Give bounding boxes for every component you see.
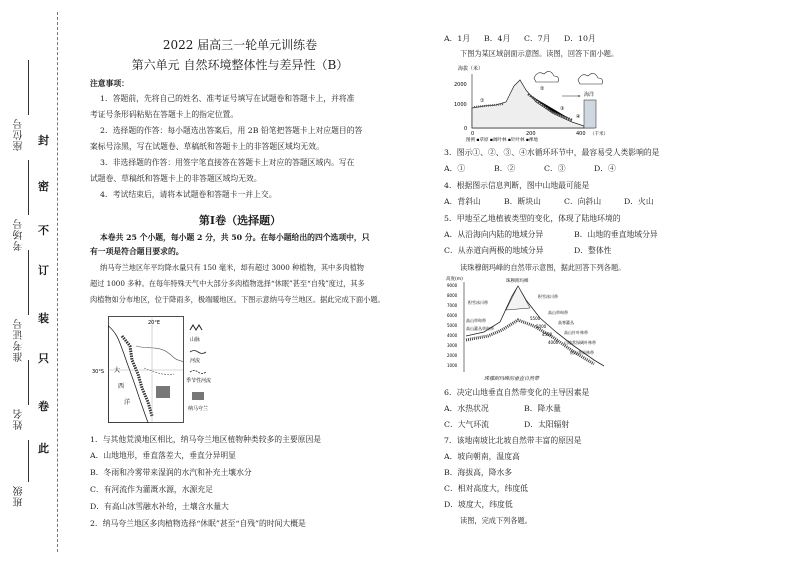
mtn-caption: 珠穆朗玛峰的垂直自然带	[484, 376, 540, 382]
profile-y-tick: 0	[464, 126, 468, 132]
region-icon	[192, 392, 204, 400]
map-ocean-char: 大	[114, 367, 121, 374]
profile-marker: ③	[560, 106, 565, 112]
profile-marker: ②	[540, 86, 545, 92]
mtn-south-label: 低山季雨林带	[570, 350, 594, 355]
q4-stem: 4．根据图示信息判断，图中山地最可能是	[444, 181, 590, 190]
notice-line: 1．答题前，先将自己的姓名、准考证号填写在试题卷和答题卡上，并将准	[100, 94, 355, 103]
passage-line: 肉植物如分布地区，位于降雨多，极端暖地区。下图示意纳马夸兰地区。据此完成下面小题。	[90, 295, 385, 304]
q6-option[interactable]: B．降水量	[524, 404, 561, 413]
map-ocean-char: 洋	[124, 399, 131, 406]
q6-option[interactable]: A．水热状况	[444, 404, 489, 413]
everest-zonation-diagram	[444, 274, 614, 382]
q5-option[interactable]: C．从赤道向两极的地域分异	[444, 246, 544, 255]
tail-instruction: 读图，完成下列各题。	[460, 516, 532, 525]
legend-label: 纳马夸兰	[188, 406, 209, 412]
mtn-y-tick: 3000	[447, 343, 458, 348]
q7-option[interactable]: C．相对高度大，纬度低	[444, 484, 528, 493]
profile-marker: ④	[576, 114, 581, 120]
q4-option[interactable]: D．火山	[624, 197, 654, 206]
notice-line: 2．选择题的作答：每小题选出答案后，用 2B 铅笔把答题卡上对应题目的答	[100, 126, 363, 135]
mtn-north-label: 高山草甸带	[466, 318, 486, 323]
doc-subtitle: 第六单元 自然环境整体性与差异性（B）	[131, 58, 349, 72]
q6-stem: 6．决定山地垂直自然带变化的主导因素是	[444, 388, 590, 397]
seal-char: 装	[38, 312, 49, 325]
profile-y-label: 海拔（米）	[458, 66, 484, 72]
q4-option[interactable]: C．向斜山	[564, 197, 602, 206]
mountain-icon	[190, 325, 202, 330]
notice-line: 4．考试结束后，请将本试题卷和答题卡一并上交。	[100, 190, 277, 199]
seal-char: 密	[38, 180, 49, 193]
q2-option[interactable]: C．7月	[524, 34, 551, 43]
mtn-north-label: 积雪冰川带	[468, 300, 488, 305]
notice-line: 3．非选择题的作答：用签字笔直接答在答题卡上对应的答题区域内。写在	[100, 158, 355, 167]
q7-option[interactable]: A．坡向朝南，温度高	[444, 452, 520, 461]
profile-x-tick: 200	[526, 131, 536, 137]
q1-option[interactable]: A．山地地形，垂直落差大，垂直分异明显	[90, 451, 236, 460]
passage-line: 超过 1000 多种。在每年特殊天气中大部分多肉植物选择“休眠”甚至“自残”度过，其多	[90, 279, 365, 288]
profile-legend: 图例 ▪草原 ▪阔叶林 ▪针叶林 ▪裸地	[466, 138, 538, 143]
seasonal-river-icon	[190, 371, 206, 374]
q5-option[interactable]: B．山地的垂直地域分异	[574, 230, 658, 239]
notice-line: 案标号涂黑，写在试题卷、草稿纸和答题卡上的非答题区域均无效。	[90, 142, 324, 151]
notice-line: 试题卷、草稿纸和答题卡上的非答题区域均无效。	[90, 174, 262, 183]
q7-option[interactable]: B．海拔高，降水多	[444, 468, 513, 477]
profile-marker: ①	[480, 98, 485, 104]
mtn-y-tick: 2000	[447, 353, 458, 358]
mtn-south-label: 高山针叶林带	[564, 330, 588, 335]
q4-option[interactable]: B．断块山	[504, 197, 541, 206]
section1-intro: 有一项是符合题目要求的。	[90, 247, 184, 256]
profile-y-tick: 1000	[454, 102, 467, 108]
profile-x-tick: 400	[576, 131, 586, 137]
seat-label: 座位号	[14, 118, 25, 151]
profile-diagram	[444, 62, 612, 142]
profile-y-tick: 2000	[454, 82, 467, 88]
map-ocean-char: 西	[118, 383, 125, 390]
notice-heading: 注意事项：	[90, 79, 129, 88]
exam-field[interactable]	[28, 160, 29, 215]
q2-option[interactable]: B．4月	[484, 34, 511, 43]
mtn-elev-mark: 5500	[530, 316, 541, 321]
q5-option[interactable]: A．从沿海向内陆的地域分异	[444, 230, 544, 239]
mtn-south-label: 积雪冰川带	[538, 294, 558, 299]
q5-stem: 5．甲地至乙地植被类型的变化，体现了陆地环境的	[444, 214, 621, 223]
profile-x-tick: 0	[471, 131, 475, 137]
q4-option[interactable]: A．背斜山	[444, 197, 481, 206]
ticket-field[interactable]	[28, 250, 29, 315]
map-lon-label: 20°E	[148, 320, 161, 326]
q6-option[interactable]: C．大气环流	[444, 420, 489, 429]
mtn-y-tick: 9000	[447, 283, 458, 288]
legend-label: 河流	[190, 358, 201, 364]
namaqualand-map	[92, 316, 220, 424]
mtn-y-label: 高度(m)	[446, 277, 463, 282]
seal-char: 不	[38, 224, 49, 237]
mtn-south-label: 高寒灌丛	[558, 320, 574, 325]
mtn-y-tick: 8000	[447, 293, 458, 298]
mtn-y-tick: 6000	[447, 313, 458, 318]
seal-char: 卷	[38, 400, 49, 413]
q6-option[interactable]: D．太阳辐射	[524, 420, 570, 429]
q1-option[interactable]: C．有河流作为灌溉水源，水源充足	[90, 485, 213, 494]
q3-option[interactable]: B．②	[494, 164, 516, 173]
class-field[interactable]	[28, 440, 29, 482]
seat-field[interactable]	[28, 60, 29, 115]
q5-option[interactable]: D．整体性	[574, 246, 612, 255]
seal-char: 此	[38, 442, 49, 455]
seal-char: 订	[38, 264, 49, 277]
q1-option[interactable]: D．有高山冰雪融水补给，土壤含水量大	[90, 502, 229, 511]
notice-line: 考证号条形码粘贴在答题卡上的指定位置。	[90, 110, 239, 119]
doc-title: 2022 届高三一轮单元训练卷	[162, 38, 318, 52]
q1-stem: 1．与其他荒漠地区相比，纳马夸兰地区植物种类较多的主要原因是	[90, 435, 322, 444]
q3-option[interactable]: D．④	[594, 164, 616, 173]
mtn-y-tick: 7000	[447, 303, 458, 308]
q1-option[interactable]: B．冬雨和冷雾带来湿润的水汽和补充土壤水分	[90, 468, 252, 477]
mtn-peak-label: 珠穆朗玛峰	[506, 279, 529, 284]
mtn-elev-mark: 4000	[548, 340, 559, 345]
q2-option[interactable]: D．10月	[564, 34, 596, 43]
q7-option[interactable]: D．坡度大，纬度低	[444, 500, 513, 509]
passage-line: 纳马夸兰地区年平均降水量只有 150 毫米，却有超过 3000 种植物，其中多肉植物	[100, 263, 364, 272]
binding-strip	[0, 0, 75, 561]
mtn-south-label: 山地常绿阔叶林带	[564, 340, 596, 345]
map-lat-label: 30°S	[92, 369, 105, 375]
profile-x-unit: （千米）	[590, 132, 608, 137]
mtn-south-label: 高山草甸带	[548, 310, 568, 315]
class-label: 班级	[14, 485, 25, 507]
cloud-icon	[534, 71, 559, 82]
profile-intro: 下图为某区域剖面示意图。读图，回答下面小题。	[460, 49, 619, 58]
seal-char: 只	[38, 352, 49, 365]
mountain-intro: 读珠穆朗玛峰的自然带示意图，据此回答下列各题。	[460, 263, 626, 272]
seal-char: 封	[38, 134, 49, 147]
mtn-y-tick: 1000	[447, 363, 458, 368]
mtn-elev-mark: 4500	[542, 332, 553, 337]
q7-stem: 7．该地南坡比北坡自然带丰富的原因是	[444, 436, 582, 445]
mtn-north-label: 高山灌丛草甸带	[466, 326, 494, 331]
q2-option[interactable]: A．1月	[444, 34, 471, 43]
name-label: 姓名	[14, 408, 25, 430]
map-legend	[186, 325, 211, 412]
section1-title: 第Ⅰ卷（选择题）	[198, 214, 282, 227]
q3-option[interactable]: A．①	[444, 164, 466, 173]
profile-sea-label: 海洋	[584, 92, 595, 98]
legend-label: 季节性河流	[186, 378, 212, 384]
river-icon	[190, 351, 206, 354]
q3-option[interactable]: C．③	[544, 164, 566, 173]
section1-intro: 本卷共 25 个小题，每小题 2 分，共 50 分。在每小题给出的四个选项中，只	[100, 233, 370, 242]
exam-label: 考场号	[14, 218, 25, 251]
mtn-y-tick: 4000	[447, 333, 458, 338]
mtn-elev-mark: 5000	[536, 324, 547, 329]
ticket-label: 准考证号	[14, 318, 25, 362]
mtn-y-tick: 5000	[447, 323, 458, 328]
cloud-icon	[578, 73, 603, 84]
legend-label: 山脉	[190, 337, 201, 343]
binding-line	[57, 12, 58, 552]
q2-stem: 2．纳马夸兰地区多肉植物选择“休眠”甚至“自残”的时间大概是	[90, 519, 306, 528]
q3-stem: 3．图示①、②、③、④水循环环节中，最容易受人类影响的是	[444, 148, 660, 157]
name-field[interactable]	[28, 360, 29, 405]
